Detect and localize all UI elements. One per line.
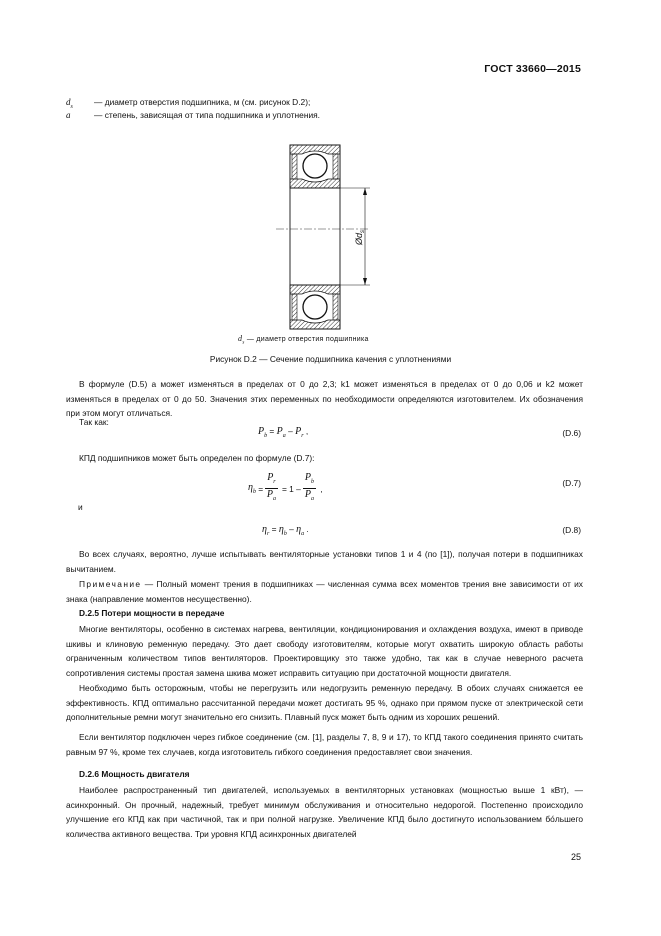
dimension-label: Ød	[354, 232, 364, 245]
equation-d8: $\eta_r = \eta_b - \eta_a$ .	[262, 524, 309, 537]
definition-text: — степень, зависящая от типа подшипника и уплотнения.	[94, 110, 320, 120]
so-text: Так как:	[79, 417, 109, 427]
d25-paragraph-2: Необходимо быть осторожным, чтобы не перегрузить или недогрузить ременную передачу. В обоих случаях снижается ее эффективность. КПД оптимально рассчитанной передачи может достигать 95 %, однако при прямом пуске от электрической сети дополнительные ремни могут значительно его снизить. Плавный пуск может быть одним из хороших решений.	[66, 683, 583, 723]
d25-paragraph-3: Если вентилятор подключен через гибкое соединение (см. [1], разделы 7, 8, 9 и 17), то КПД такого соединения принято считать равным 97 %, кроме тех случаев, когда изготовитель гибкого соединения предоставляет свои значения.	[66, 732, 583, 757]
definition-a	[66, 109, 586, 122]
equation-d6: $P_b = P_a - P_r$ ,	[258, 426, 309, 439]
page-number: 25	[570, 852, 581, 862]
ball-top	[303, 154, 327, 178]
note	[66, 577, 583, 606]
note-text: — Полный момент трения в подшипниках — численная сумма всех моментов трения вне зависимости от их знака (направление моментов несущественно).	[66, 579, 583, 604]
bearing-section-figure	[270, 135, 380, 330]
definition-symbol: a	[66, 110, 71, 120]
figure-legend: $d_s$ — диаметр отверстия подшипника	[238, 334, 369, 346]
bottom-section	[290, 285, 340, 329]
note-label: Примечание	[79, 579, 142, 589]
d26-paragraph-1: Наиболее распространенный тип двигателей, используемых в вентиляторных установках (мощностью выше 1 кВт), — асинхронный. Он прочный, надежный, требует минимум обслуживания и относительно недорогой. Постепенно происходило улучшение его КПД как при частичной, так и при полной нагрузке. Увеличение КПД было достигнуто использованием бо́льшего количества активного вещества. Три уровня КПД асинхронных двигателей	[66, 785, 583, 839]
paragraph-formula-d5: В формуле (D.5) а может изменяться в пределах от 0 до 2,3; k1 может изменяться в пределах от 0 до 0,06 и k2 может изменяться в пределах от 0 до 50. Значения этих переменных по необходимости определяются изготовителем. Их обозначения при этом могут отличаться.	[66, 379, 583, 419]
equation-number-d6: (D.6)	[562, 428, 581, 438]
figure-caption: Рисунок D.2 — Сечение подшипника качения с уплотнениями	[209, 354, 452, 364]
equation-number-d8: (D.8)	[562, 525, 581, 535]
dimension-subscript: s	[360, 229, 366, 233]
document-header: ГОСТ 33660—2015	[484, 63, 581, 75]
definition-text: — диаметр отверстия подшипника, м (см. рисунок D.2);	[94, 97, 311, 107]
kpd-text: КПД подшипников может быть определен по формуле (D.7):	[79, 453, 315, 463]
equation-d7: $\eta_b$ = $\frac{P_r}{P_a}$ = 1 – $\frac{P_b}{P_a}$ ,	[248, 472, 323, 502]
bore-diameter-dimension	[340, 188, 370, 285]
section-title-d25: D.2.5 Потери мощности в передаче	[79, 608, 225, 618]
d25-paragraph-1: Многие вентиляторы, особенно в системах нагрева, вентиляции, кондиционирования и охлаждения воздуха, имеют в приводе шкивы и клиновую ременную передачу. Это дает свободу изготовителям, которые могут охватить широкую область работы ограниченным количеством типов вентиляторов. Проектировщику это также удобно, так как в случае неверного расчета сопротивления системы простая замена шкива может исправить ситуацию при достаточной мощности двигателя.	[66, 624, 583, 678]
section-title-d26: D.2.6 Мощность двигателя	[79, 769, 190, 779]
and-word: и	[78, 502, 83, 512]
equation-number-d7: (D.7)	[562, 478, 581, 488]
paragraph-testing: Во всех случаях, вероятно, лучше испытывать вентиляторные установки типов 1 и 4 (по [1]), получая потери в подшипниках вычитанием.	[66, 549, 583, 574]
definition-symbol: $d_s$	[66, 97, 73, 110]
top-section	[290, 145, 340, 188]
svg-text:Øds	[354, 230, 366, 246]
ball-bottom	[303, 295, 327, 319]
